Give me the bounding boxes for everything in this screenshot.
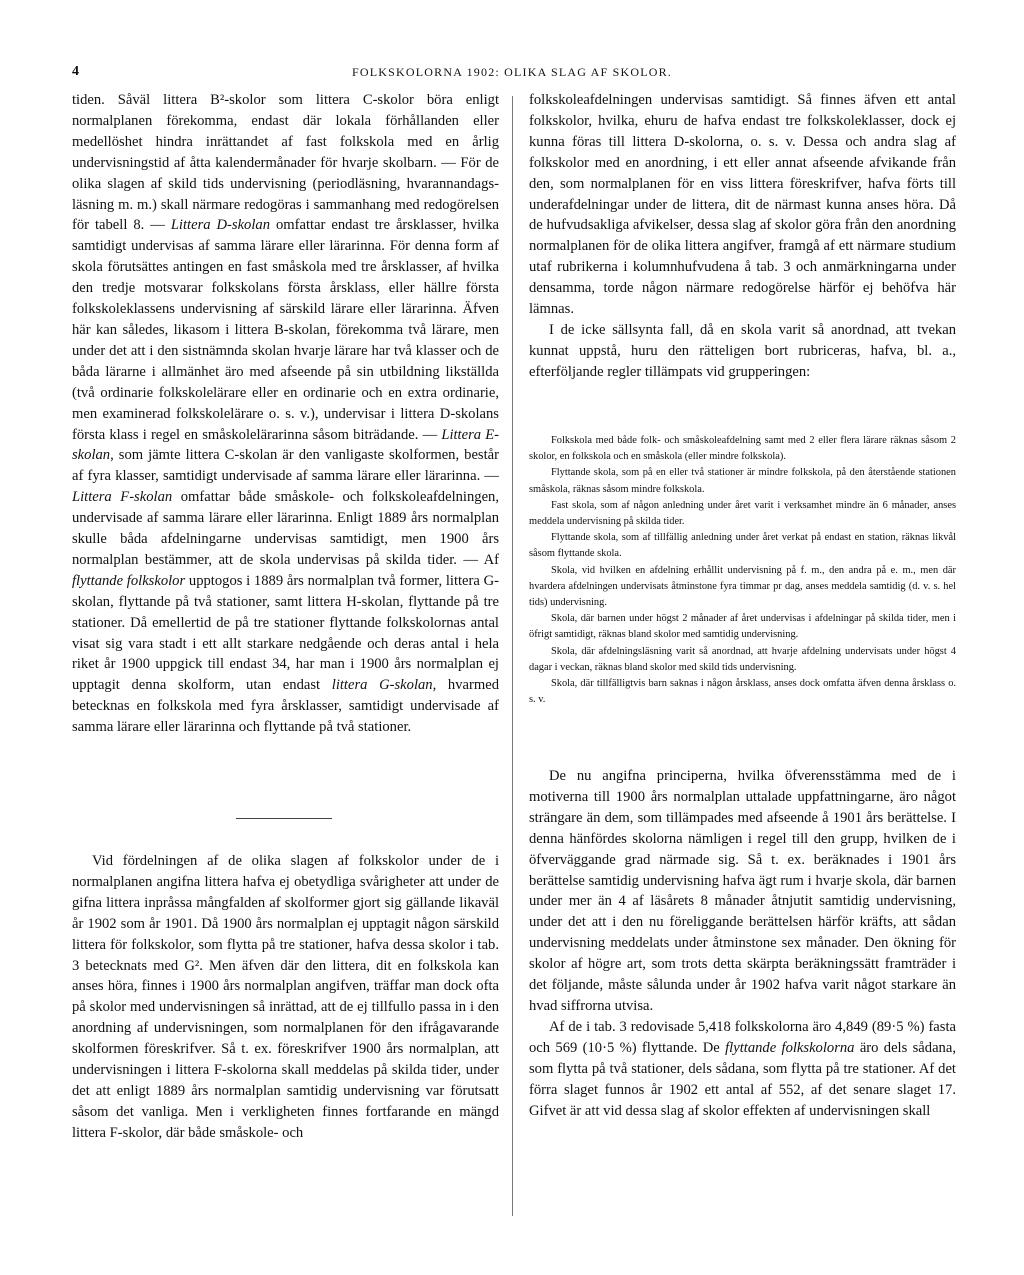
text-run: Af de i tab. 3 redovisade 5,418 folkskolorna äro 4,849 (89·5 %) fasta och 569 (10·5 %) flyttande. De — [529, 1018, 956, 1056]
rule-item: Skola, vid hvilken en afdelning erhållit undervisning på f. m., den andra på e. m., men där hvardera afdelningen undervisats åtminstone fyra timmar pr dag, anses meddela samtidig (d. v. s. hel tids) undervisning. — [529, 564, 956, 609]
running-header — [72, 64, 952, 82]
right-column-bottom — [529, 766, 956, 1121]
grouping-rules-list — [529, 433, 956, 708]
paragraph-continuation: folkskoleafdelningen undervisas samtidigt. Så finnes äfven ett antal folkskolor, hvilka, ehuru de hafva endast tre folkskoleklasser, dock ej kunna föras till littera D-skolorna, o. s. v. Dessa och andra slag af folkskolor med en anordning, i ett eller annat afseende afvikande från den, som normalplanen för en viss littera föreskrifver, hafva förts till underafdelningar under de littera, dit de närmast kunna anses höra. Då de hufvudsakliga afvikelser, dessa slag af skolor göra från den anordning normalplanen för de olika littera angifver, framgå af ett närmare studium utaf rubrikerna i kolumnhufvudena å tab. 3 och anmärkningarna under densamma, torde någon närmare redogörelse härför ej behöfva här lämnas. — [529, 92, 956, 318]
italic-term: Littera E-skolan, — [72, 426, 499, 464]
text-run: hvarmed betecknas en folkskola med fyra årsklasser, samtidigt undervisade af samma lärare eller lärarinna och flyttande på två stationer. — [72, 677, 499, 736]
paragraph-school-types — [72, 90, 499, 738]
left-column-top — [72, 90, 499, 738]
italic-term: Littera D-skolan — [170, 217, 271, 234]
text-run: som jämte littera C-skolan är den vanligaste skolformen, består af fyra klasser, samtidigt undervisade af samma lärare eller lärarinna. — — [72, 447, 499, 485]
text-run: tiden. Såväl littera B²-skolor som littera C-skolor böra enligt normalplanen förekomma, endast där lokala förhållanden eller medellöshet hindra inrättandet af fast folkskola med en årlig undervisningstid af åtta kalendermånader för hvarje skolbarn. — För de olika slagen af skild tids undervisning (periodläsning, hvarannandags-läsning m. m.) skall närmare redogöras i sammanhang med redogörelsen för tabell 8. — — [72, 92, 499, 234]
italic-term: Littera F-skolan — [72, 489, 173, 506]
page-number: 4 — [72, 64, 79, 79]
text-run: omfattar både småskole- och folkskoleafdelningen, undervisade af samma lärare eller lärarinna. Enligt 1889 års normalplan skulle båda afdelningarne undervisas samtidigt, men 1900 års normalplan bestämmer, att de skola undervisas på skilda tider. — Af — [72, 489, 499, 568]
section-rule — [236, 818, 332, 819]
running-title: FOLKSKOLORNA 1902: OLIKA SLAG AF SKOLOR. — [351, 65, 673, 79]
rule-item: Skola, där tillfälligtvis barn saknas i någon årsklass, anses dock omfatta äfven denna årsklass o. s. v. — [529, 678, 956, 706]
left-column-bottom — [72, 851, 499, 1144]
rule-item: Skola, där afdelningsläsning varit så anordnad, att hvarje afdelning undervisats under högst 4 dagar i veckan, räknas bland skolor med skild tids undervisning. — [529, 645, 956, 673]
rule-item: Folkskola med både folk- och småskoleafdelning samt med 2 eller flera lärare räknas såsom 2 skolor, en folkskola och en småskola (eller mindre folkskola). — [529, 435, 956, 463]
paragraph-statistics — [529, 1017, 956, 1122]
paragraph-distribution: Vid fördelningen af de olika slagen af folkskolor under de i normalplanen angifna littera hafva ej obetydliga svårigheter att under de gifna littera inpråssa mångfalden af skolformer gjort sig gällande likaväl år 1902 som år 1901. Då 1900 års normalplan ej upptagit någon särskild littera för folkskolor, som flytta på tre stationer, hafva dessa skolor i tab. 3 betecknats med G². Men äfven där den littera, dit en folkskola kan anses höra, finnes i 1900 års normalplan angifven, träffar man dock ofta på skolor med undervisningen så inrättad, att de ej tillfullo passa in i den anordning af undervisningen, som normalplanen för den ifrågavarande skolformen föreskrifver. Så t. ex. föreskrifver 1900 års normalplan, att undervisningen i littera F-skolorna skall meddelas på skilda tider, under det att enligt 1889 års normalplan samtidig undervisning var förutsatt såsom det vanliga. Men i verkligheten finnes fortfarande en mängd littera F-skolor, där både småskole- och — [72, 853, 499, 1141]
paragraph-rules-intro: I de icke sällsynta fall, då en skola varit så anordnad, att tvekan kunnat uppstå, huru den rätteligen bort rubriceras, hafva, bl. a., efterföljande regler tillämpats vid grupperingen: — [529, 321, 956, 380]
rule-item: Fast skola, som af någon anledning under året varit i verksamhet mindre än 6 månader, anses meddela undervisning på skilda tider. — [529, 499, 956, 528]
italic-term: flyttande folkskolorna — [725, 1039, 855, 1056]
italic-term: littera G-skolan, — [331, 677, 437, 694]
column-divider — [512, 96, 513, 1216]
right-column-top — [529, 90, 956, 383]
text-run: upptogos i 1889 års normalplan två former, littera G-skolan, flyttande på två stationer, samt littera H-skolan, flyttande på tre stationer. Då emellertid de på tre stationer flyttande folkskolornas antal visat sig vara stadt i ett allt starkare nedgående och deras antal i hela riket år 1900 uppgick till endast 34, har man i 1900 års normalplan ej upptagit denna skolform, utan endast — [72, 572, 499, 694]
paragraph-principles: De nu angifna principerna, hvilka öfverensstämma med de i motiverna till 1900 års normalplan uttalade uppfattningarne, äro något strängare än dem, som tillämpades med afseende å 1901 års berättelse. I denna hänfördes skolorna nämligen i regel till den grupp, hvilken de i öfverväggande grad närmade sig. Så t. ex. beräknades i 1901 års berättelse samtidig undervisning hafva ägt rum i hvarje skola, där barnen under mer än 4 af läsårets 8 månader åtnjutit samtidig undervisning, under det att i den nu föreliggande berättelsen härför kräfts, att sådan undervisning meddelats under åtminstone sex månader. Den ökning för skolor af högre art, som trots detta skärpta beräkningssätt framträder i det följande, måste sålunda under år 1902 hafva varit något starkare än hvad siffrorna utvisa. — [529, 768, 956, 1014]
text-run: äro dels sådana, som flytta på två stationer, dels sådana, som flytta på tre stationer. Af det förra slaget funnos år 1902 ett antal af 552, af det senare slaget 17. Gifvet är att vid dessa slag af skolor effekten af undervisningen skall — [529, 1039, 956, 1119]
rule-item: Flyttande skola, som af tillfällig anledning under året verkat på endast en station, räknas likvål såsom flyttande skola. — [529, 532, 956, 560]
text-run: omfattar endast tre årsklasser, hvilka samtidigt undervisas af samma lärare eller lärarinna. För denna form af skola förutsättes antingen en fast småskola med tre årsklasser, af hvilka den tredje motsvarar folkskolans första årsklass, eller hällre första folkskoleklassens undervisning af särskild lärare eller lärarinna. Äfven här kan således, likasom i littera B-skolan, förekomma två lärare, men under det att i den sistnämnda skolan hvarje lärare har två klasser och de båda lärarne i allmänhet äro med afseende på sin utbildning likställda (två ordinarie folkskolelärare eller en ordinarie och en extra ordinarie, men examinerad folkskolelärare o. s. v.), undervisar i littera D-skolans första klass i regel en småskolelärarinna såsom biträdande. — — [72, 217, 499, 443]
rule-item: Skola, där barnen under högst 2 månader af året undervisas i afdelningar på skilda tider, men i öfrigt samtidigt, räknas bland skolor med samtidig undervisning. — [529, 613, 956, 641]
italic-term: flyttande folkskolor — [72, 572, 186, 589]
rule-item: Flyttande skola, som på en eller två stationer är mindre folkskola, på den återstående stationen småskola, räknas såsom mindre folkskola. — [529, 467, 956, 495]
